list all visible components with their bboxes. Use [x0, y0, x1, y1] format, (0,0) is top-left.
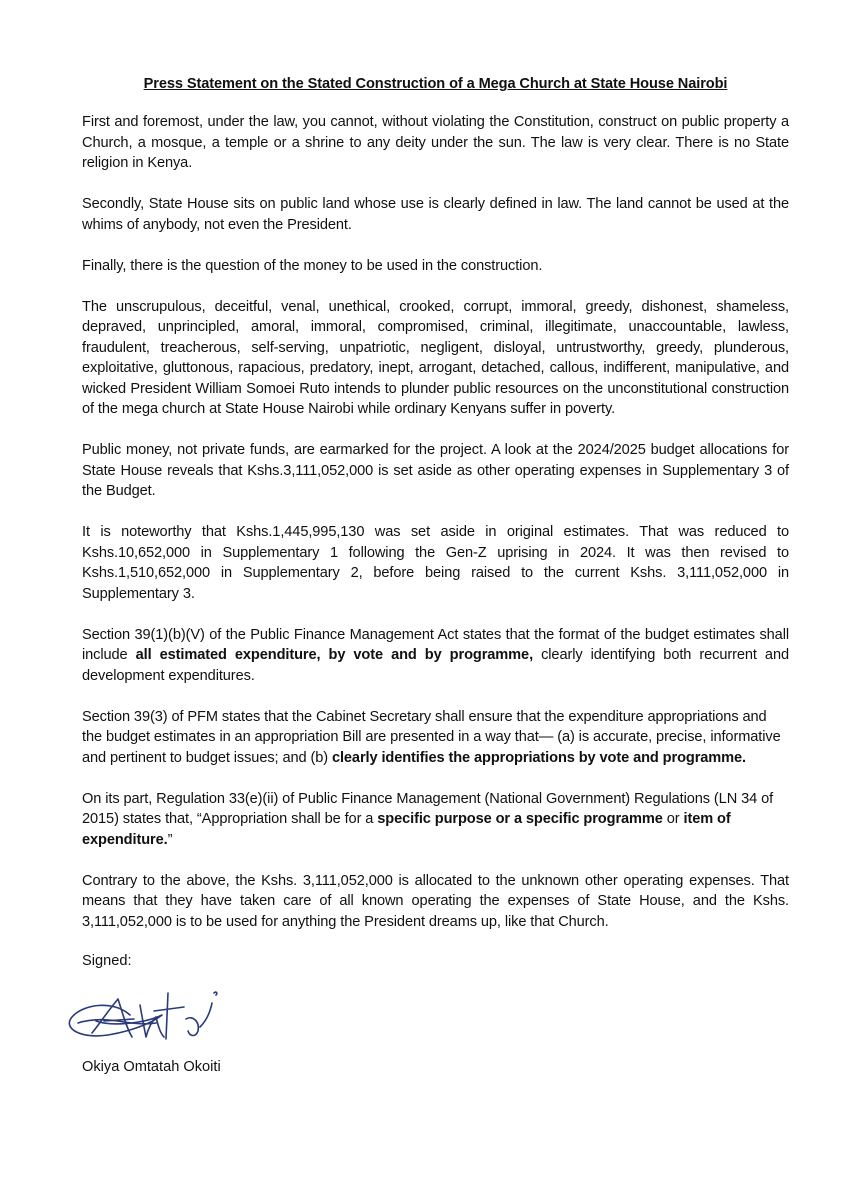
- paragraph-money-question: Finally, there is the question of the money to be used in the construction.: [82, 257, 543, 274]
- bold-text-run: item of expenditure.: [82, 811, 731, 848]
- paragraph-public-money: Public money, not private funds, are earmarked for the project. A look at the 2024/2025 budget allocations for State House reveals that Kshs.3,111,052,000 is set aside as other operating expenses in Supplementary 3 of the Budget.: [82, 442, 789, 499]
- signed-label: Signed:: [82, 952, 132, 969]
- paragraph-section-39-1: [82, 625, 789, 687]
- bold-text-run: all estimated expenditure, by vote and by programme,: [135, 647, 534, 663]
- signer-name: Okiya Omtatah Okoiti: [82, 1058, 221, 1075]
- paragraph-conclusion: Contrary to the above, the Kshs. 3,111,052,000 is allocated to the unknown other operating expenses. That means that they have taken care of all known operating the expenses of State House, and the Kshs. 3,111,052,000 is to be used for anything the President dreams up, like that Church.: [82, 872, 789, 930]
- text-run: ”: [167, 831, 173, 848]
- text-run: Section 39(1)(b)(V) of the Public Finance Management Act states that the format of the budget estimates shall include: [82, 626, 789, 663]
- handwritten-signature: [60, 975, 240, 1055]
- paragraph-public-land: Secondly, State House sits on public land whose use is clearly defined in law. The land cannot be used at the whims of anybody, not even the President.: [82, 196, 789, 233]
- text-run: clearly identifying both recurrent and development expenditures.: [82, 647, 789, 684]
- text-run: On its part, Regulation 33(e)(ii) of Public Finance Management (National Government) Regulations (LN 34 of 2015) states that, “Appropriation shall be for a: [82, 790, 774, 827]
- text-run: Section 39(3) of PFM states that the Cabinet Secretary shall ensure that the expenditure appropriations and the budget estimates in an appropriation Bill are presented in a way that— (a) is accurate, precise, informative and pertinent to budget issues; and (b): [82, 708, 781, 766]
- paragraph-regulation-33: [82, 789, 789, 851]
- paragraph-president-description: The unscrupulous, deceitful, venal, unethical, crooked, corrupt, immoral, greedy, dishonest, shameless, depraved, unprincipled, amoral, immoral, compromised, criminal, illegitimate, unaccountable, lawless, fraudulent, treacherous, self-serving, unpatriotic, negligent, disloyal, untrustworthy, greedy, plunderous, exploitative, gluttonous, rapacious, predatory, inept, arrogant, detached, callous, indifferent, manipulative, and wicked President William Somoei Ruto intends to plunder public resources on the unconstitutional construction of the mega church at State House Nairobi while ordinary Kenyans suffer in poverty.: [82, 298, 789, 417]
- text-run: or: [662, 811, 684, 827]
- bold-text-run: specific purpose or a specific programme: [377, 811, 663, 827]
- bold-text-run: clearly identifies the appropriations by vote and programme.: [331, 749, 747, 766]
- paragraph-section-39-3: [82, 707, 789, 769]
- statement-title: Press Statement on the Stated Construction of a Mega Church at State House Nairobi: [143, 76, 728, 92]
- paragraph-budget-history: It is noteworthy that Kshs.1,445,995,130 was set aside in original estimates. That was reduced to Kshs.10,652,000 in Supplementary 1 following the Gen-Z uprising in 2024. It was then revised to Kshs.1,510,652,000 in Supplementary 2, before being raised to the current Kshs. 3,111,052,000 in Supplementary 3.: [82, 524, 789, 602]
- paragraph-constitution: First and foremost, under the law, you cannot, without violating the Constitution, construct on public property a Church, a mosque, a temple or a shrine to any deity under the sun. The law is very clear. There is no State religion in Kenya.: [82, 114, 789, 171]
